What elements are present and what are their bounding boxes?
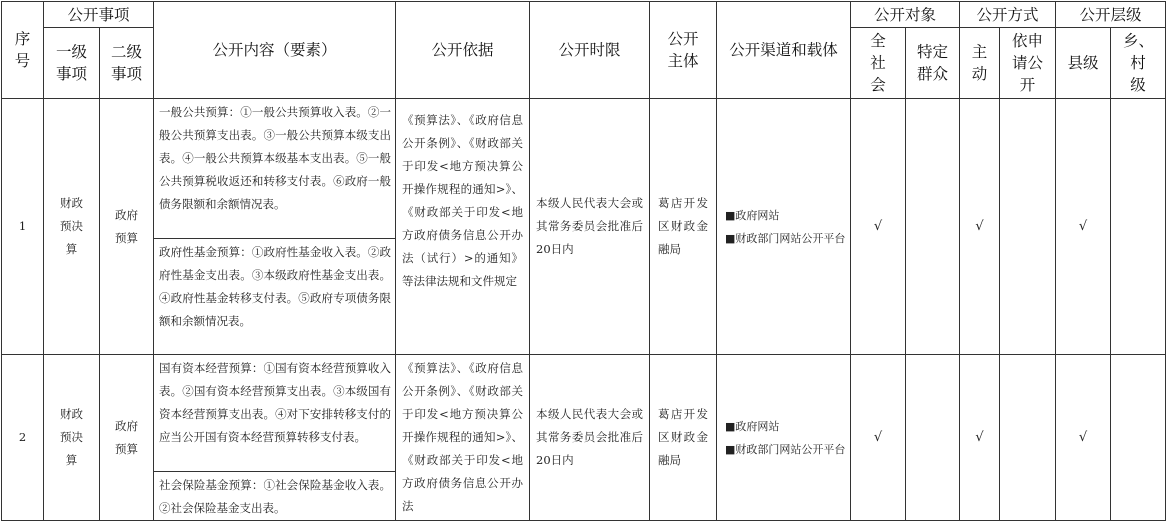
- disclosure-table: [1, 1, 1166, 521]
- header-on-request: 依申请公开: [1000, 28, 1056, 99]
- header-method: 公开方式: [960, 2, 1056, 28]
- header-level1: 一级事项: [44, 28, 100, 99]
- header-active: 主动: [960, 28, 1000, 99]
- row-seq: 1: [2, 99, 44, 355]
- row-all-society-check: √: [851, 99, 906, 355]
- channel-finance-platform: ■财政部门网站公开平台: [725, 231, 846, 245]
- channel-finance-platform: ■财政部门网站公开平台: [725, 442, 846, 456]
- row-level1: 财政预决算: [44, 355, 100, 521]
- row-content-b: 社会保险基金预算：①社会保险基金收入表。②社会保险基金支出表。: [154, 472, 396, 521]
- row-subject: 葛店开发区财政金融局: [650, 355, 717, 521]
- header-audience: 公开对象: [851, 2, 960, 28]
- table-row: [2, 355, 1166, 472]
- row-subject: 葛店开发区财政金融局: [650, 99, 717, 355]
- row-channel: [717, 99, 851, 355]
- row-deadline: 本级人民代表大会或其常务委员会批准后20日内: [530, 355, 650, 521]
- row-on-request: [1000, 355, 1056, 521]
- header-content: 公开内容（要素）: [154, 2, 396, 99]
- row-content-a: 一般公共预算：①一般公共预算收入表。②一般公共预算支出表。③一般公共预算本级支出表。④一般公共预算本级基本支出表。⑤一般公共预算税收返还和转移支付表。⑥政府一般债务限额和余额情况表。: [154, 99, 396, 239]
- header-basis: 公开依据: [396, 2, 530, 99]
- row-county-check: √: [1056, 99, 1111, 355]
- header-channel: 公开渠道和载体: [717, 2, 851, 99]
- header-seq: 序号: [2, 2, 44, 99]
- header-level: 公开层级: [1056, 2, 1166, 28]
- row-channel: [717, 355, 851, 521]
- header-all-society: 全社会: [851, 28, 906, 99]
- row-village: [1111, 99, 1166, 355]
- header-subject: 公开主体: [650, 2, 717, 99]
- row-level2: 政府预算: [100, 99, 154, 355]
- header-level2: 二级事项: [100, 28, 154, 99]
- table-row: [2, 99, 1166, 239]
- row-basis: 《预算法》、《政府信息公开条例》、《财政部关于印发<地方预决算公开操作规程的通知>》、《财政部关于印发<地方政府债务信息公开办法（试行）>的通知》等法律法规和文件规定: [396, 99, 530, 355]
- row-deadline: 本级人民代表大会或其常务委员会批准后20日内: [530, 99, 650, 355]
- row-village: [1111, 355, 1166, 521]
- row-level2: 政府预算: [100, 355, 154, 521]
- row-county-check: √: [1056, 355, 1111, 521]
- row-specific: [906, 99, 960, 355]
- header-village: 乡、村级: [1111, 28, 1166, 99]
- header-row-1: [2, 2, 1166, 28]
- header-county: 县级: [1056, 28, 1111, 99]
- row-specific: [906, 355, 960, 521]
- row-active-check: √: [960, 99, 1000, 355]
- row-content-b: 政府性基金预算：①政府性基金收入表。②政府性基金支出表。③本级政府性基金支出表。④政府性基金转移支付表。⑤政府专项债务限额和余额情况表。: [154, 239, 396, 355]
- row-seq: 2: [2, 355, 44, 521]
- header-deadline: 公开时限: [530, 2, 650, 99]
- header-specific: 特定群众: [906, 28, 960, 99]
- row-active-check: √: [960, 355, 1000, 521]
- row-on-request: [1000, 99, 1056, 355]
- row-basis: 《预算法》、《政府信息公开条例》、《财政部关于印发<地方预决算公开操作规程的通知>》、《财政部关于印发<地方政府债务信息公开办法: [396, 355, 530, 521]
- header-gongkai-shixiang: 公开事项: [44, 2, 154, 28]
- channel-government-website: ■政府网站: [725, 419, 780, 433]
- row-all-society-check: √: [851, 355, 906, 521]
- channel-government-website: ■政府网站: [725, 208, 780, 222]
- row-content-a: 国有资本经营预算：①国有资本经营预算收入表。②国有资本经营预算支出表。③本级国有资本经营预算支出表。④对下安排转移支付的应当公开国有资本经营预算转移支付表。: [154, 355, 396, 472]
- row-level1: 财政预决算: [44, 99, 100, 355]
